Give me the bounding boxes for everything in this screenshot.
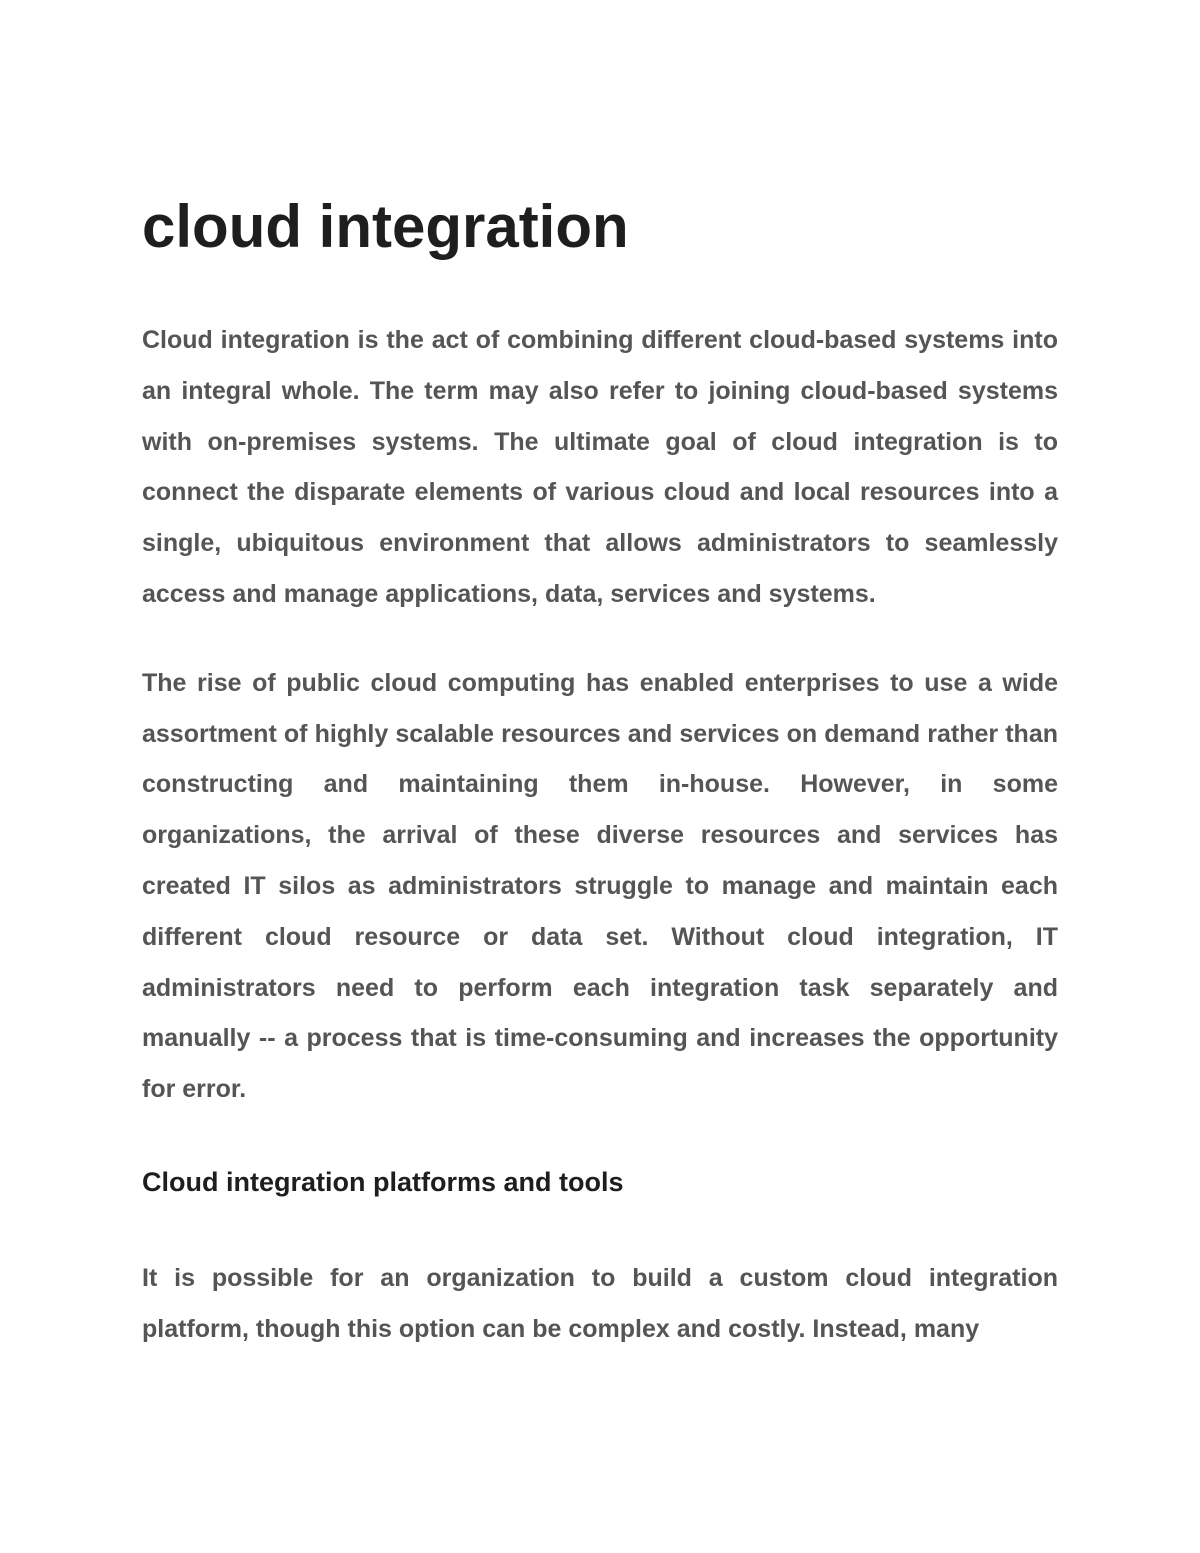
document-content: [142, 190, 1058, 1355]
section-heading-platforms: Cloud integration platforms and tools: [142, 1166, 624, 1197]
paragraph-intro: Cloud integration is the act of combining different cloud-based systems into an integral whole. The term may also refer to joining cloud-based systems with on-premises systems. The ultimate goal of cloud integration is to connect the disparate elements of various cloud and local resources into a single, ubiquitous environment that allows administrators to seamlessly access and manage applications, data, services and systems.: [142, 326, 1058, 608]
paragraph-public-cloud: The rise of public cloud computing has enabled enterprises to use a wide assortment of highly scalable resources and services on demand rather than constructing and maintaining them in-house. However, in some organizations, the arrival of these diverse resources and services has created IT silos as administrators struggle to manage and maintain each different cloud resource or data set. Without cloud integration, IT administrators need to perform each integration task separately and manually -- a process that is time-consuming and increases the opportunity for error.: [142, 668, 1058, 1104]
paragraph-platforms: It is possible for an organization to build a custom cloud integration platform, though this option can be complex and costly. Instead, many: [142, 1263, 1058, 1343]
document-title: cloud integration: [142, 193, 629, 260]
